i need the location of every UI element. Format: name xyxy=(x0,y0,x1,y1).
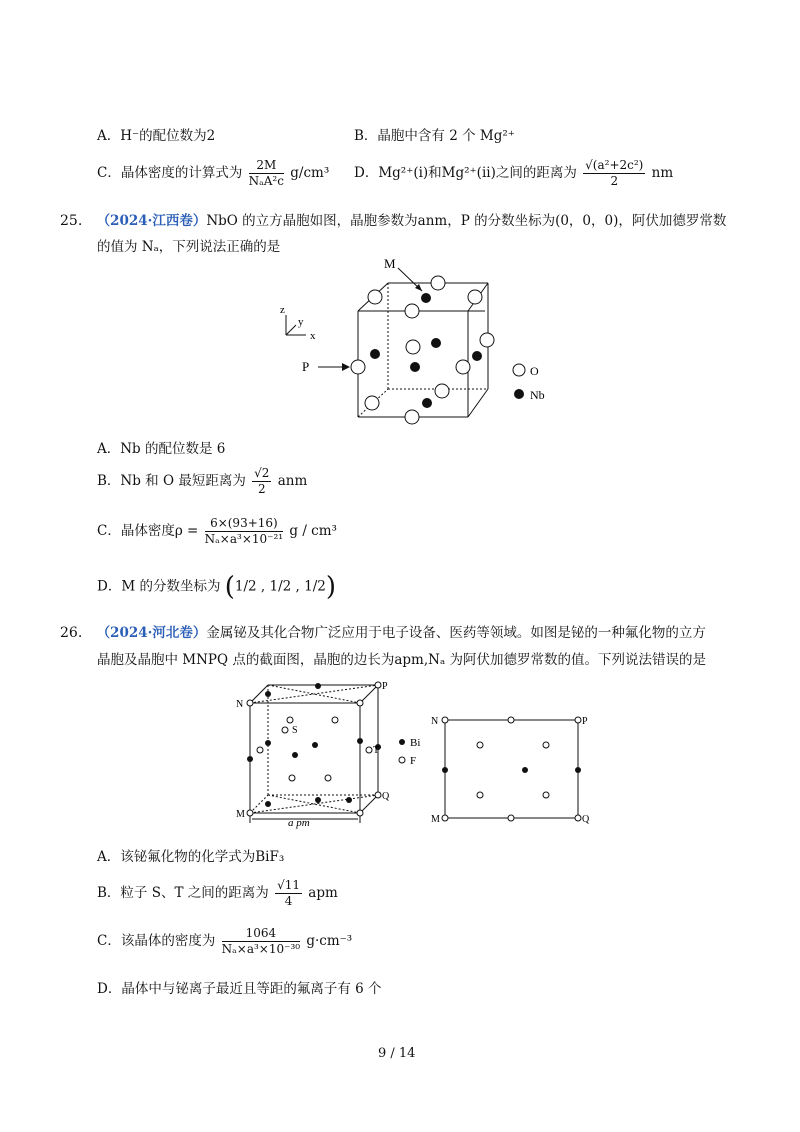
q25-c-prefix: C．晶体密度ρ = xyxy=(97,523,199,539)
cell-front-face xyxy=(250,703,360,813)
legend-bi-label: Bi xyxy=(410,737,421,749)
prev-option-c xyxy=(97,158,329,189)
section-label-n: N xyxy=(431,716,439,727)
nb-atom xyxy=(422,398,432,408)
open-paren: ( xyxy=(224,572,235,602)
legend-bi-marker xyxy=(399,739,405,745)
q25-b-numerator: √2 xyxy=(254,466,270,480)
section-label-q: Q xyxy=(582,814,590,825)
f-atom xyxy=(325,775,331,781)
prev-d-prefix: D． xyxy=(354,165,379,181)
f-atom xyxy=(442,815,448,821)
q26-stem-2: 晶胞及晶胞中 MNPQ 点的截面图，晶胞的边长为apm,Nₐ 为阿伏加德罗常数的值。下列说法错误的是 xyxy=(97,652,706,668)
f-atom xyxy=(357,810,363,816)
bi-atom xyxy=(575,767,581,773)
bi-atom xyxy=(247,756,253,762)
q25-stem-2: 的值为 Nₐ，下列说法正确的是 xyxy=(97,239,281,255)
q25-line1 xyxy=(60,209,726,229)
q25-c-unit: g / cm³ xyxy=(289,523,337,539)
bi-atom xyxy=(315,683,321,689)
axis-y-label: y xyxy=(298,316,304,328)
legend-f-marker xyxy=(399,757,405,763)
o-atom xyxy=(405,304,419,318)
prev-option-b: B．晶胞中含有 2 个 Mg²⁺ xyxy=(354,128,515,144)
q26-c-prefix: C．该晶体的密度为 xyxy=(97,933,216,949)
close-paren: ) xyxy=(325,572,336,602)
axis-x-label: x xyxy=(310,330,316,342)
o-atom xyxy=(368,290,382,304)
bi-atom xyxy=(312,742,318,748)
prev-d-unit: nm xyxy=(651,165,674,181)
nb-atom xyxy=(472,351,482,361)
legend-o-marker xyxy=(513,364,525,376)
q25-source-tag: （2024·江西卷） xyxy=(96,213,207,229)
o-atom xyxy=(365,396,379,410)
q25-b-denominator: 2 xyxy=(257,482,266,496)
cell-bottom-right xyxy=(468,389,488,417)
bi-atom xyxy=(315,797,321,803)
bi-atom xyxy=(292,752,298,758)
nb-atom xyxy=(421,293,431,303)
o-atom xyxy=(435,384,449,398)
f-atom xyxy=(247,810,253,816)
nb-atom xyxy=(431,338,441,348)
label-s: S xyxy=(292,725,298,736)
f-atom xyxy=(508,717,514,723)
bi-atom xyxy=(442,767,448,773)
f-atom xyxy=(575,815,581,821)
prev-option-d-fraction xyxy=(583,158,645,189)
legend-nb-marker xyxy=(514,389,524,399)
f-atom xyxy=(287,717,293,723)
f-atom xyxy=(375,792,381,798)
q25-stem-1: NbO 的立方晶胞如图，晶胞参数为anm，P 的分数坐标为(0，0，0)，阿伏加德罗常数 xyxy=(206,213,727,229)
f-atom-t xyxy=(366,747,372,753)
prev-c-unit: g/cm³ xyxy=(290,165,330,181)
q26-stem-1: 金属铋及其化合物广泛应用于电子设备、医药等领域。如图是铋的一种氟化物的立方 xyxy=(206,625,706,641)
q26-option-b xyxy=(97,878,338,909)
o-atom xyxy=(480,333,494,347)
legend-o-label: O xyxy=(530,364,539,378)
f-atom xyxy=(543,792,549,798)
y-axis xyxy=(286,325,296,335)
label-m: M xyxy=(384,256,396,271)
f-atom xyxy=(357,700,363,706)
f-atom xyxy=(289,775,295,781)
bi-atom xyxy=(357,738,363,744)
axis-z-label: z xyxy=(280,304,285,316)
prev-c-numerator: 2M xyxy=(249,158,284,174)
q26-a-value: BiF₃ xyxy=(255,849,285,865)
bi-atom xyxy=(265,691,271,697)
q25-nbo-cell-figure xyxy=(270,255,570,435)
q25-option-a: A．Nb 的配位数是 6 xyxy=(97,441,226,457)
q26-c-denominator: Nₐ×a³×10⁻³⁰ xyxy=(221,942,301,956)
o-atom xyxy=(456,360,470,374)
label-p: P xyxy=(382,681,388,692)
q25-number: 25. xyxy=(60,213,83,229)
o-atom xyxy=(405,410,419,424)
o-atom xyxy=(431,276,445,290)
label-q: Q xyxy=(382,791,390,802)
label-t: T xyxy=(373,745,380,756)
q26-a-prefix: A．该铋氟化物的化学式为 xyxy=(97,849,256,865)
q26-number: 26. xyxy=(60,625,83,641)
prev-option-a: A．H⁻的配位数为2 xyxy=(97,128,216,144)
prev-d-denominator: 2 xyxy=(610,174,619,188)
q25-option-b xyxy=(97,466,307,497)
o-atom xyxy=(351,360,365,374)
label-p: P xyxy=(302,359,310,374)
q25-b-fraction xyxy=(252,466,271,497)
bi-atom xyxy=(265,740,271,746)
f-atom xyxy=(375,682,381,688)
q26-bif3-cell-figure xyxy=(230,675,610,830)
q25-d-prefix: D．M 的分数坐标为 xyxy=(97,578,221,595)
q26-option-d: D．晶体中与铋离子最近且等距的氟离子有 6 个 xyxy=(97,981,382,997)
nb-atom xyxy=(370,349,380,359)
f-atom xyxy=(543,742,549,748)
f-atom xyxy=(442,717,448,723)
bi-atom xyxy=(265,801,271,807)
prev-c-denominator: NₐA²c xyxy=(248,174,284,188)
section-label-p: P xyxy=(582,716,588,727)
prev-option-c-fraction xyxy=(249,158,284,189)
q26-b-numerator: √11 xyxy=(277,878,300,892)
legend-f-label: F xyxy=(410,755,417,767)
section-label-m: M xyxy=(431,814,440,825)
f-atom xyxy=(575,717,581,723)
f-atom-s xyxy=(282,727,288,733)
prev-option-c-prefix: C．晶体密度的计算式为 xyxy=(97,165,243,181)
prev-option-d xyxy=(354,158,673,189)
q26-line1 xyxy=(60,621,706,641)
cell-edge xyxy=(360,795,378,813)
q25-option-c xyxy=(97,516,337,547)
f-atom xyxy=(247,700,253,706)
bi-atom xyxy=(522,767,528,773)
cell-edge xyxy=(360,685,378,703)
q25-d-value: 1/2 , 1/2 , 1/2 xyxy=(234,578,326,595)
f-atom xyxy=(332,717,338,723)
q26-b-denominator: 4 xyxy=(284,894,293,908)
q26-source-tag: （2024·河北卷） xyxy=(96,625,207,641)
edge-label: a pm xyxy=(288,817,310,829)
f-atom xyxy=(477,742,483,748)
q25-b-unit: anm xyxy=(277,473,308,489)
q26-b-prefix: B．粒子 S、T 之间的距离为 xyxy=(97,885,269,901)
label-m: M xyxy=(236,809,245,820)
p-arrow-head xyxy=(342,363,350,371)
q26-c-numerator: 1064 xyxy=(222,926,300,942)
q25-c-denominator: Nₐ×a³×10⁻²¹ xyxy=(204,532,284,546)
q26-c-unit: g·cm⁻³ xyxy=(306,933,353,949)
q26-option-c xyxy=(97,926,352,957)
section-rect xyxy=(445,720,578,818)
q25-option-d xyxy=(97,572,336,602)
f-atom xyxy=(257,747,263,753)
page-number: 9 / 14 xyxy=(378,1046,416,1061)
q25-c-numerator: 6×(93+16) xyxy=(205,516,283,532)
q26-c-fraction xyxy=(222,926,300,957)
q25-c-fraction xyxy=(205,516,283,547)
prev-d-mid: Mg²⁺(i)和Mg²⁺(ii)之间的距离为 xyxy=(378,165,577,181)
o-atom xyxy=(406,340,420,354)
legend-nb-label: Nb xyxy=(530,388,545,402)
f-atom xyxy=(477,792,483,798)
bi-atom xyxy=(346,797,352,803)
q26-b-unit: apm xyxy=(308,885,338,901)
o-atom xyxy=(468,290,482,304)
q25-b-prefix: B．Nb 和 O 最短距离为 xyxy=(97,473,246,489)
nb-atom xyxy=(410,362,420,372)
f-atom xyxy=(508,815,514,821)
q26-b-fraction xyxy=(275,878,302,909)
prev-d-numerator: √(a²+2c²) xyxy=(585,158,644,172)
q26-option-a xyxy=(97,845,284,865)
label-n: N xyxy=(236,699,244,710)
